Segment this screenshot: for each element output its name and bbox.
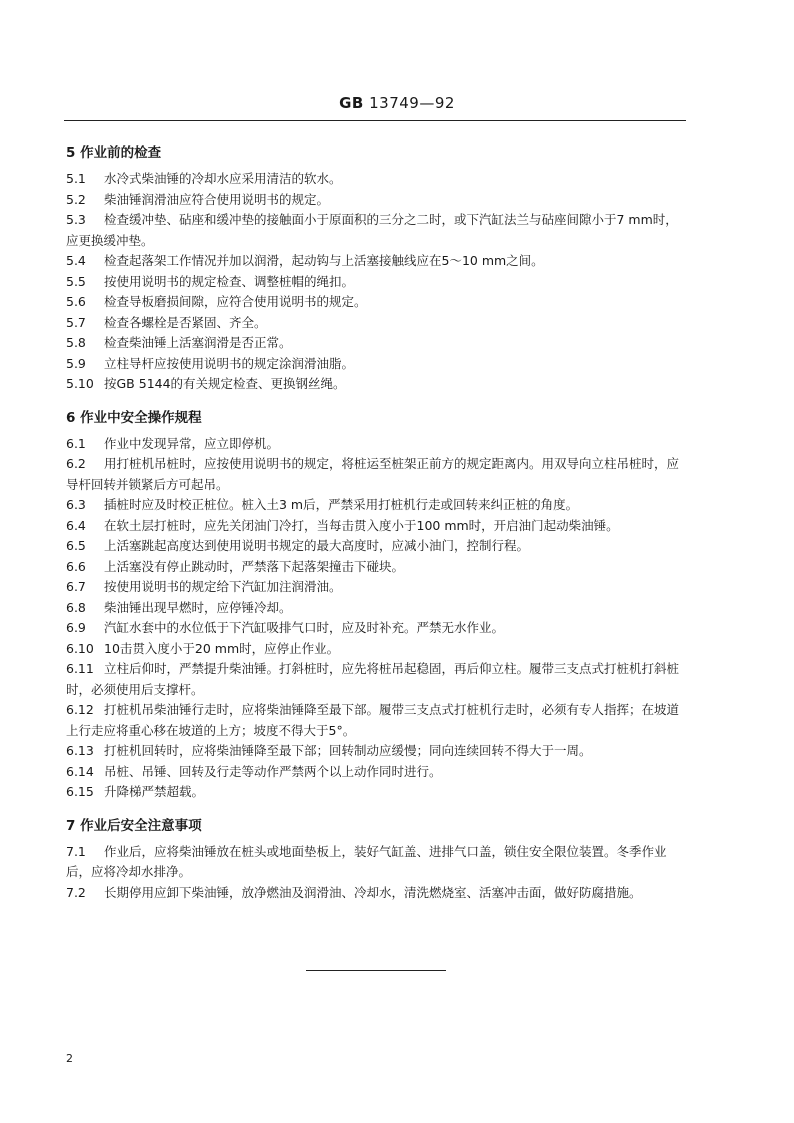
clause [66, 210, 688, 251]
clause-number: 5.10 [66, 376, 94, 391]
clause-text: 插桩时应及时校正桩位。桩入土3 m后，严禁采用打桩机行走或回转来纠正桩的角度。 [104, 497, 579, 512]
clause-text: 打桩机吊柴油锤行走时，应将柴油锤降至最下部。履带三支点式打桩机行走时，必须有专人指挥；在坡道上行走应将重心移在坡道的上方；坡度不得大于5°。 [66, 702, 680, 738]
clause [66, 762, 688, 783]
clause [66, 598, 688, 619]
clause-number: 7.1 [66, 843, 86, 859]
end-of-document-rule [306, 970, 446, 971]
clause-text: 10击贯入度小于20 mm时，应停止作业。 [104, 640, 340, 656]
page-number: 2 [66, 1052, 73, 1065]
clause-number: 5.9 [66, 355, 86, 371]
clause [66, 883, 688, 904]
clause-text: 立柱后仰时，严禁提升柴油锤。打斜桩时，应先将桩吊起稳固，再后仰立柱。履带三支点式打桩机打斜桩时，必须使用后支撑杆。 [66, 661, 680, 697]
section-title-6: 6 作业中安全操作规程 [66, 409, 202, 426]
section-title-5: 5 作业前的检查 [66, 145, 162, 161]
clause-text: 作业后，应将柴油锤放在桩头或地面垫板上，装好气缸盖、进排气口盖，锁住安全限位装置。冬季作业后，应将冷却水排净。 [66, 843, 667, 879]
clause-text: 升降梯严禁超载。 [104, 784, 205, 799]
document-header [0, 94, 794, 112]
clause [66, 782, 688, 803]
clause-text: 吊桩、吊锤、回转及行走等动作严禁两个以上动作同时进行。 [104, 763, 442, 779]
clause-text: 检查起落架工作情况并加以润滑，起动钩与上活塞接触线应在5～10 mm之间。 [104, 253, 544, 268]
clause [66, 374, 688, 395]
clause-number: 5.2 [66, 191, 86, 207]
clause [66, 251, 688, 272]
clause-number: 6.6 [66, 558, 86, 574]
clause [66, 618, 688, 639]
clause-text: 按GB 5144的有关规定检查、更换钢丝绳。 [104, 376, 346, 391]
section-6-items [66, 434, 688, 803]
clause-number: 6.7 [66, 579, 86, 594]
clause-number: 6.11 [66, 661, 94, 676]
clause [66, 495, 688, 516]
clause-number: 6.9 [66, 620, 86, 635]
clause-text: 水冷式柴油锤的冷却水应采用清洁的软水。 [104, 171, 342, 186]
clause [66, 313, 688, 334]
clause [66, 272, 688, 293]
clause [66, 434, 688, 455]
standard-prefix: GB [339, 94, 364, 112]
clause-number: 5.1 [66, 171, 86, 186]
clause [66, 454, 688, 495]
clause-text: 检查导板磨损间隙，应符合使用说明书的规定。 [104, 294, 367, 309]
clause [66, 842, 688, 883]
clause-text: 检查缓冲垫、砧座和缓冲垫的接触面小于原面积的三分之二时，或下汽缸法兰与砧座间隙小于7 mm时，应更换缓冲垫。 [66, 212, 678, 248]
clause-text: 检查各螺栓是否紧固、齐全。 [104, 314, 267, 330]
clause-text: 作业中发现异常，应立即停机。 [104, 435, 280, 451]
clause-number: 5.6 [66, 294, 86, 309]
clause [66, 639, 688, 660]
clause-text: 在软土层打桩时，应先关闭油门冷打，当每击贯入度小于100 mm时，开启油门起动柴油锤。 [104, 517, 619, 533]
clause-number: 6.15 [66, 784, 94, 799]
clause-text: 柴油锤出现早燃时，应停锤冷却。 [104, 599, 292, 615]
clause-text: 检查柴油锤上活塞润滑是否正常。 [104, 335, 292, 350]
clause [66, 659, 688, 700]
clause-number: 6.8 [66, 599, 86, 615]
clause-text: 长期停用应卸下柴油锤，放净燃油及润滑油、冷却水，清洗燃烧室、活塞冲击面，做好防腐措施。 [104, 884, 642, 900]
clause-number: 6.12 [66, 702, 94, 717]
section-7-items [66, 842, 688, 904]
clause-number: 6.1 [66, 435, 86, 451]
clause-text: 柴油锤润滑油应符合使用说明书的规定。 [104, 191, 330, 207]
clause [66, 190, 688, 211]
clause-text: 按使用说明书的规定给下汽缸加注润滑油。 [104, 579, 342, 594]
clause [66, 741, 688, 762]
section-title-7: 7 作业后安全注意事项 [66, 817, 202, 834]
standard-code: 13749—92 [369, 94, 455, 112]
clause-number: 7.2 [66, 884, 86, 900]
document-body [66, 142, 688, 903]
clause-number: 6.13 [66, 743, 94, 758]
clause [66, 536, 688, 557]
clause-text: 汽缸水套中的水位低于下汽缸吸排气口时，应及时补充。严禁无水作业。 [104, 620, 505, 635]
clause-text: 上活塞跳起高度达到使用说明书规定的最大高度时，应减小油门，控制行程。 [104, 538, 530, 553]
clause-text: 上活塞没有停止跳动时，严禁落下起落架撞击下碰块。 [104, 558, 405, 574]
clause-number: 5.4 [66, 253, 86, 268]
clause [66, 354, 688, 375]
clause-number: 5.8 [66, 335, 86, 350]
clause-number: 5.3 [66, 212, 86, 227]
clause-number: 6.5 [66, 538, 86, 553]
clause [66, 333, 688, 354]
clause [66, 516, 688, 537]
clause-number: 5.5 [66, 273, 86, 289]
clause-text: 立柱导杆应按使用说明书的规定涂润滑油脂。 [104, 355, 355, 371]
clause-text: 打桩机回转时，应将柴油锤降至最下部；回转制动应缓慢；同向连续回转不得大于一周。 [104, 743, 592, 758]
clause-number: 6.10 [66, 640, 94, 656]
clause [66, 700, 688, 741]
clause-number: 6.4 [66, 517, 86, 533]
clause [66, 577, 688, 598]
clause-number: 6.2 [66, 456, 86, 471]
clause [66, 292, 688, 313]
clause [66, 169, 688, 190]
clause-number: 6.3 [66, 497, 86, 512]
clause-text: 按使用说明书的规定检查、调整桩帽的绳扣。 [104, 273, 355, 289]
clause-text: 用打桩机吊桩时，应按使用说明书的规定，将桩运至桩架正前方的规定距离内。用双导向立柱吊桩时，应导杆回转并锁紧后方可起吊。 [66, 456, 680, 492]
clause [66, 557, 688, 578]
clause-number: 6.14 [66, 763, 94, 779]
header-rule [64, 120, 686, 121]
clause-number: 5.7 [66, 314, 86, 330]
section-5-items [66, 169, 688, 395]
